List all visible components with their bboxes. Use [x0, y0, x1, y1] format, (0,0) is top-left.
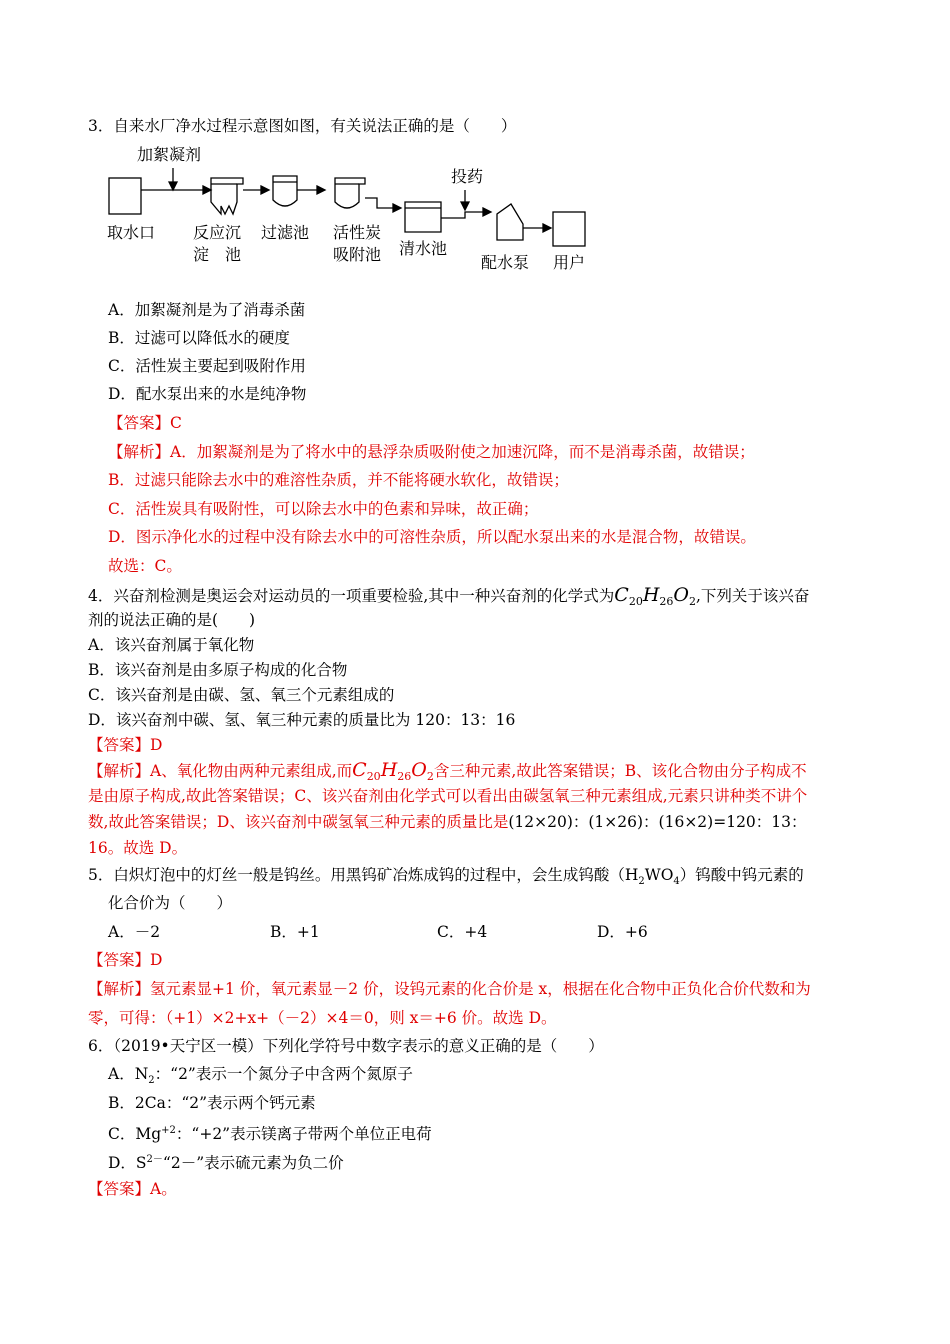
option-text: D．S: [108, 1154, 147, 1172]
option-text: A．N: [108, 1065, 149, 1083]
coagulant-label: 加絮凝剂: [137, 145, 202, 164]
answer-value: D: [150, 736, 163, 754]
q5-sub-2: 2: [638, 876, 645, 887]
user-box: [553, 212, 585, 246]
formula-o-count: 2: [689, 595, 696, 608]
q6-stem: 6．（2019•天宁区一模）下列化学符号中数字表示的意义正确的是（ ）: [88, 1037, 604, 1055]
formula-c-count: 20: [628, 595, 643, 608]
q4-option-c: C．该兴奋剂是由碳、氢、氧三个元素组成的: [88, 686, 395, 704]
stage-pump: 配水泵: [481, 253, 530, 272]
q4-analysis-3: [88, 812, 807, 832]
q5-sub-4: 4: [673, 876, 680, 887]
option-text-2: ：“2”表示一个氮分子中含两个氮原子: [154, 1065, 413, 1083]
stage-carbon-2: 吸附池: [333, 245, 382, 264]
q6-option-b: B．2Ca：“2”表示两个钙元素: [108, 1094, 316, 1112]
stage-coagulation-1: 反应沉: [193, 223, 242, 242]
option-text: C．Mg: [108, 1125, 162, 1143]
analysis-text: A．加絮凝剂是为了将水中的悬浮杂质吸附使之加速沉降，而不是消毒杀菌，故错误；: [170, 443, 755, 461]
q4-option-b: B．该兴奋剂是由多原子构成的化合物: [88, 661, 348, 679]
q3-option-b: B．过滤可以降低水的硬度: [108, 329, 290, 347]
q6-option-a: [108, 1064, 413, 1091]
dosing-label: 投药: [451, 167, 484, 186]
q4-stem-text-2: ,下列关于该兴奋: [696, 587, 810, 605]
q5-stem-text-2: ）钨酸中钨元素的: [679, 866, 804, 884]
formula-o: O: [673, 584, 689, 606]
formula-h: H: [642, 584, 660, 606]
answer-value: A。: [150, 1180, 177, 1198]
q5-answer: [88, 950, 162, 970]
option-sup: +2: [161, 1125, 176, 1136]
answer-tag: 【答案】: [108, 414, 171, 432]
q4-formula: [614, 584, 696, 606]
q4-stem-2: 剂的说法正确的是( ): [88, 611, 256, 629]
q3-analysis-2: B．过滤只能除去水中的难溶性杂质，并不能将硬水软化，故错误；: [108, 471, 569, 489]
analysis-tag: 【解析】: [88, 980, 151, 998]
q5-stem-text: 5．白炽灯泡中的灯丝一般是钨丝。用黑钨矿冶炼成钨的过程中，会生成钨酸（H: [88, 866, 639, 884]
q5-analysis-1: [88, 979, 811, 999]
q6-answer: [88, 1179, 177, 1199]
formula-h-count: 26: [397, 770, 412, 783]
answer-tag: 【答案】: [88, 736, 151, 754]
q5-analysis-2: 零，可得：（+1）×2+x+（－2）×4＝0，则 x＝+6 价。故选 D。: [88, 1009, 557, 1027]
q3-stem: 3．自来水厂净水过程示意图如图，有关说法正确的是（ ）: [88, 117, 517, 135]
option-sup: 2－: [146, 1154, 163, 1165]
q6-option-c: [108, 1121, 432, 1144]
analysis-text: 数,故此答案错误；D、该兴奋剂中碳氢氧三种元素的质量比是: [88, 813, 509, 831]
q5-option-c: C．+4: [437, 923, 488, 941]
stage-user: 用户: [553, 253, 586, 272]
water-purification-diagram: [103, 142, 603, 282]
mass-ratio-expression: (12×20)：(1×26)：(16×2)=120：13：: [508, 813, 807, 831]
q5-stem-wo: WO: [644, 866, 674, 884]
q5-stem-1: [88, 865, 804, 892]
formula-h-count: 26: [659, 595, 674, 608]
pump: [497, 204, 523, 240]
stage-clear-water: 清水池: [399, 239, 448, 258]
q5-option-d: D．+6: [597, 923, 648, 941]
q5-option-a: A．－2: [108, 923, 161, 941]
q3-analysis-3: C．活性炭具有吸附性，可以除去水中的色素和异味，故正确；: [108, 500, 539, 518]
q4-analysis-4: 16。故选 D。: [88, 839, 188, 857]
q4-stem-1: [88, 585, 809, 612]
answer-tag: 【答案】: [88, 951, 151, 969]
stage-intake: 取水口: [107, 223, 156, 242]
formula-c: C: [614, 584, 629, 606]
q3-answer: [108, 413, 182, 433]
q4-answer: [88, 735, 162, 755]
analysis-text: A、氧化物由两种元素组成,而: [150, 762, 353, 780]
q6-option-d: [108, 1150, 344, 1173]
analysis-tag: 【解析】: [108, 443, 171, 461]
q5-stem-2: 化合价为（ ）: [108, 894, 233, 912]
intake-box: [109, 178, 141, 214]
answer-value: C: [170, 414, 182, 432]
option-sub: 2: [148, 1075, 155, 1086]
formula-c-count: 20: [366, 770, 381, 783]
analysis-tag: 【解析】: [88, 762, 151, 780]
carbon-tank: [335, 178, 365, 208]
stage-coagulation-2: 淀 池: [193, 245, 242, 264]
q4-stem-text: 4．兴奋剂检测是奥运会对运动员的一项重要检验,其中一种兴奋剂的化学式为: [88, 587, 615, 605]
q3-option-c: C．活性炭主要起到吸附作用: [108, 357, 306, 375]
q4-option-d: D．该兴奋剂中碳、氢、氧三种元素的质量比为 120：13：16: [88, 711, 516, 729]
formula-h: H: [380, 759, 398, 781]
q3-option-a: A．加絮凝剂是为了消毒杀菌: [108, 301, 306, 319]
clear-water-tank: [405, 202, 441, 232]
q3-analysis-4: D．图示净化水的过程中没有除去水中的可溶性杂质，所以配水泵出来的水是混合物，故错误。: [108, 528, 756, 546]
formula-c: C: [352, 759, 367, 781]
analysis-text: 氢元素显+1 价，氧元素显－2 价，设钨元素的化合价是 x，根据在化合物中正负化合价代数和为: [150, 980, 811, 998]
formula-o: O: [411, 759, 427, 781]
answer-value: D: [150, 951, 163, 969]
stage-carbon-1: 活性炭: [333, 223, 382, 242]
q4-analysis-1: [88, 760, 807, 787]
q3-option-d: D．配水泵出来的水是纯净物: [108, 385, 307, 403]
q4-analysis-2: 是由原子构成,故此答案错误；C、该兴奋剂由化学式可以看出由碳氢氧三种元素组成,元素只讲种类不讲个: [88, 787, 808, 805]
option-text-2: “2－”表示硫元素为负二价: [162, 1154, 344, 1172]
filter-tank: [273, 176, 297, 206]
q5-option-b: B．+1: [270, 923, 320, 941]
q4-analysis-formula: [352, 759, 434, 781]
answer-tag: 【答案】: [88, 1180, 151, 1198]
q4-option-a: A．该兴奋剂属于氧化物: [88, 636, 255, 654]
formula-o-count: 2: [426, 770, 434, 783]
q3-analysis-5: 故选：C。: [108, 557, 182, 575]
analysis-text-2: 含三种元素,故此答案错误；B、该化合物由分子构成不: [433, 762, 807, 780]
option-text-2: ：“+2”表示镁离子带两个单位正电荷: [175, 1125, 432, 1143]
stage-filter: 过滤池: [261, 223, 310, 242]
q3-analysis-1: [108, 442, 755, 462]
